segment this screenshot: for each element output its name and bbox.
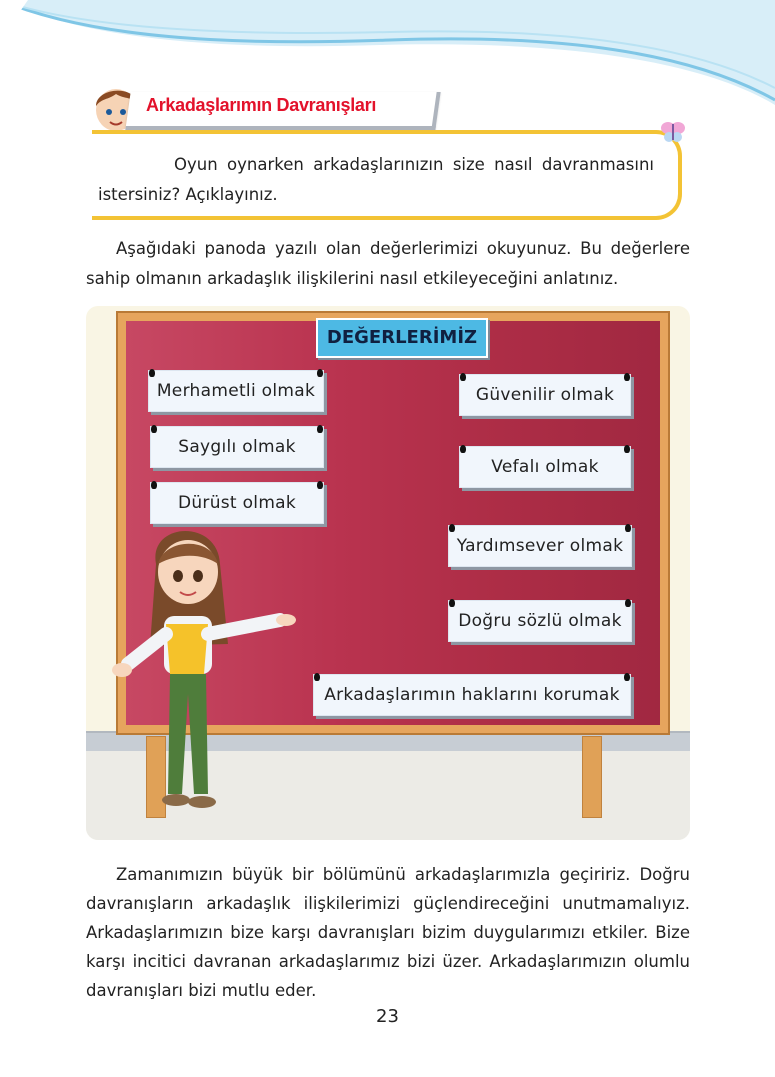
pin-icon — [449, 524, 455, 532]
pin-icon — [317, 369, 323, 377]
pin-icon — [460, 445, 466, 453]
pin-icon — [449, 599, 455, 607]
value-card — [148, 370, 324, 412]
pin-icon — [317, 425, 323, 433]
pin-icon — [151, 481, 157, 489]
pin-icon — [624, 445, 630, 453]
pin-icon — [625, 524, 631, 532]
value-card — [448, 525, 632, 567]
pin-icon — [625, 599, 631, 607]
board-leg-right — [582, 736, 602, 818]
section-title: Arkadaşlarımın Davranışları — [146, 95, 377, 115]
butterfly-icon — [660, 120, 686, 144]
value-card-label: Vefalı olmak — [491, 457, 599, 477]
value-card-label: Saygılı olmak — [178, 437, 296, 457]
value-card-label: Doğru sözlü olmak — [458, 611, 622, 631]
value-card — [150, 426, 324, 468]
value-card — [459, 446, 631, 488]
body-paragraph: Zamanımızın büyük bir bölümünü arkadaşlarımızla geçiririz. Doğru davranışların arkadaşlık ilişkilerimizi güçlendireceğini unutmamalıyız. Arkadaşlarımızın bize karşı davranışları bizim duygularımızı etkiler. Bize karşı incitici davranan arkadaşlarımız bizi üzer. Arkadaşlarımızın olumlu davranışları bizi mutlu eder. — [86, 865, 690, 1000]
value-card-label: Yardımsever olmak — [456, 536, 624, 556]
value-card-label: Merhametli olmak — [156, 381, 316, 401]
pin-icon — [624, 373, 630, 381]
value-card-label: Arkadaşlarımın haklarını korumak — [324, 685, 620, 705]
pin-icon — [151, 425, 157, 433]
value-card — [313, 674, 631, 716]
girl-character-icon — [108, 524, 298, 824]
pin-icon — [317, 481, 323, 489]
pin-icon — [314, 673, 320, 681]
pin-icon — [149, 369, 155, 377]
value-card — [459, 374, 631, 416]
value-card — [448, 600, 632, 642]
question-text: Oyun oynarken arkadaşlarınızın size nasıl davranmasını istersiniz? Açıklayınız. — [98, 155, 654, 204]
value-card-label: Güvenilir olmak — [475, 385, 615, 405]
value-card — [150, 482, 324, 524]
board-title: DEĞERLERİMİZ — [316, 318, 488, 358]
value-card-label: Dürüst olmak — [177, 493, 297, 513]
intro-paragraph: Aşağıdaki panoda yazılı olan değerlerimizi okuyunuz. Bu değerlere sahip olmanın arkadaşlık ilişkilerini nasıl etkileyeceğini anlatınız. — [86, 239, 690, 288]
pin-icon — [460, 373, 466, 381]
page-number: 23 — [376, 1006, 399, 1027]
pin-icon — [624, 673, 630, 681]
